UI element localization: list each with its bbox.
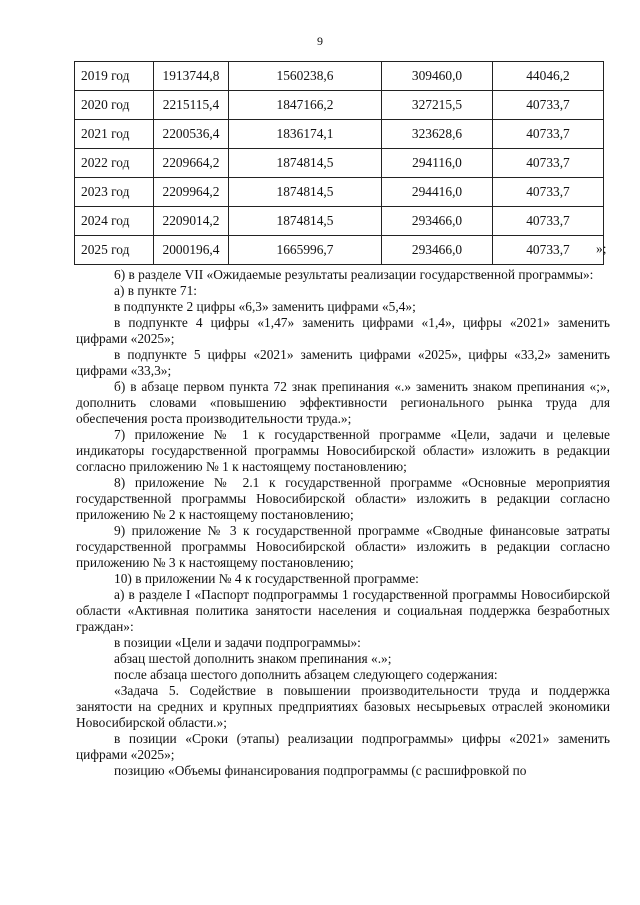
paragraph: в подпункте 2 цифры «6,3» заменить цифрами «5,4»;: [114, 299, 416, 314]
document-body: [76, 267, 610, 779]
paragraph: 9) приложение № 3 к государственной программе «Сводные финансовые затраты государственной программы Новосибирской области» изложить в редакции согласно приложению № 3 к настоящему постановлению;: [76, 523, 610, 570]
table-row: [75, 207, 604, 236]
table-cell-value: 40733,7: [493, 149, 604, 178]
table-cell-value: 2209964,2: [154, 178, 229, 207]
table-row: [75, 178, 604, 207]
table-cell-year: 2022 год: [75, 149, 154, 178]
paragraph: 7) приложение № 1 к государственной программе «Цели, задачи и целевые индикаторы государственной программы Новосибирской области» изложить в редакции согласно приложению № 1 к настоящему постановлению;: [76, 427, 610, 474]
table-cell-year: 2021 год: [75, 120, 154, 149]
table-cell-value: 1560238,6: [229, 62, 382, 91]
table-cell-value: 2215115,4: [154, 91, 229, 120]
paragraph: а) в пункте 71:: [114, 283, 198, 298]
table-row: [75, 120, 604, 149]
table-cell-value: 44046,2: [493, 62, 604, 91]
paragraph: в позиции «Сроки (этапы) реализации подпрограммы» цифры «2021» заменить цифрами «2025»;: [76, 731, 610, 762]
table-cell-value: 40733,7: [493, 120, 604, 149]
paragraph: в позиции «Цели и задачи подпрограммы»:: [114, 635, 361, 650]
table-cell-value: 40733,7: [493, 207, 604, 236]
table-cell-value: 2200536,4: [154, 120, 229, 149]
paragraph: «Задача 5. Содействие в повышении производительности труда и поддержка занятости на средних и крупных предприятиях базовых несырьевых отраслей экономики Новосибирской области.»;: [76, 683, 610, 730]
table-cell-value: 323628,6: [382, 120, 493, 149]
table-cell-value: 293466,0: [382, 236, 493, 265]
table-cell-value: 327215,5: [382, 91, 493, 120]
paragraph: 6) в разделе VII «Ожидаемые результаты реализации государственной программы»:: [114, 267, 594, 282]
table-cell-value: 40733,7: [493, 91, 604, 120]
table-row: [75, 149, 604, 178]
table-cell-value: 1913744,8: [154, 62, 229, 91]
table-cell-value: 2209664,2: [154, 149, 229, 178]
table-cell-value: 1874814,5: [229, 207, 382, 236]
table-cell-year: 2024 год: [75, 207, 154, 236]
paragraph: после абзаца шестого дополнить абзацем следующего содержания:: [114, 667, 498, 682]
table-cell-value: 1847166,2: [229, 91, 382, 120]
table-cell-value: 2209014,2: [154, 207, 229, 236]
page-number: 9: [317, 34, 323, 48]
paragraph: а) в разделе I «Паспорт подпрограммы 1 государственной программы Новосибирской области «Активная политика занятости населения и социальная поддержка безработных граждан»:: [76, 587, 610, 634]
table-cell-year: 2023 год: [75, 178, 154, 207]
table-cell-value: 1665996,7: [229, 236, 382, 265]
table-closing-quote: »;: [596, 241, 607, 256]
table-cell-value: 309460,0: [382, 62, 493, 91]
paragraph: 8) приложение № 2.1 к государственной программе «Основные мероприятия государственной программы Новосибирской области» изложить в редакции согласно приложению № 2 к настоящему постановлению;: [76, 475, 610, 522]
financing-table: [74, 61, 607, 265]
paragraph: позицию «Объемы финансирования подпрограммы (с расшифровкой по: [114, 763, 527, 778]
table-cell-year: 2020 год: [75, 91, 154, 120]
table-row: [75, 62, 604, 91]
table-cell-value: 293466,0: [382, 207, 493, 236]
table-cell-value: 294416,0: [382, 178, 493, 207]
table-cell-value: 40733,7: [493, 178, 604, 207]
financing-table-body: [75, 62, 607, 265]
paragraph: в подпункте 5 цифры «2021» заменить цифрами «2025», цифры «33,2» заменить цифрами «33,3»;: [76, 347, 610, 378]
paragraph: в подпункте 4 цифры «1,47» заменить цифрами «1,4», цифры «2021» заменить цифрами «2025»;: [76, 315, 610, 346]
paragraph: абзац шестой дополнить знаком препинания «.»;: [114, 651, 392, 666]
table-cell-value: 1874814,5: [229, 178, 382, 207]
table-cell-value: 1874814,5: [229, 149, 382, 178]
paragraph: 10) в приложении № 4 к государственной программе:: [114, 571, 419, 586]
table-cell-value: 2000196,4: [154, 236, 229, 265]
table-row: [75, 91, 604, 120]
paragraph: б) в абзаце первом пункта 72 знак препинания «.» заменить знаком препинания «;», дополнить словами «повышению эффективности регионального рынка труда для обеспечения роста производительности труда.»;: [76, 379, 610, 426]
table-cell-year: 2025 год: [75, 236, 154, 265]
table-cell-value: 294116,0: [382, 149, 493, 178]
table-cell-year: 2019 год: [75, 62, 154, 91]
table-cell-value: 1836174,1: [229, 120, 382, 149]
table-row: [75, 236, 604, 265]
table-cell-value: 40733,7: [493, 236, 604, 265]
